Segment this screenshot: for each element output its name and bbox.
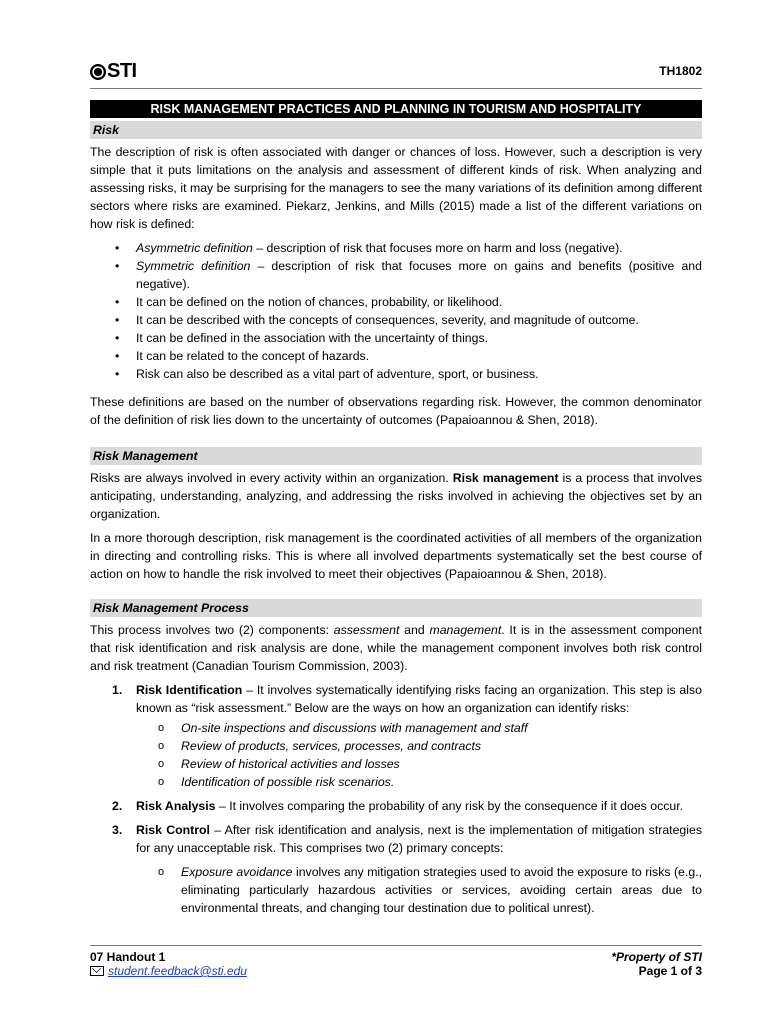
control-concepts: [136, 863, 702, 917]
envelope-icon: [90, 966, 104, 976]
step-risk-analysis: 2. Risk Analysis – It involves comparing the probability of any risk by the consequence if it does occur.: [112, 799, 684, 813]
handout-label: 07 Handout 1: [90, 950, 166, 964]
section-heading-process: Risk Management Process: [90, 599, 702, 617]
property-label: *Property of STI: [611, 950, 702, 964]
list-item: • It can be defined in the association with the uncertainty of things.: [90, 329, 702, 347]
document-title: RISK MANAGEMENT PRACTICES AND PLANNING IN TOURISM AND HOSPITALITY: [90, 100, 702, 118]
sti-logo-icon: [90, 64, 106, 80]
list-item: o On-site inspections and discussions with management and staff: [136, 719, 702, 737]
risk-definitions-list: [90, 239, 702, 383]
section-heading-risk: Risk: [90, 121, 702, 139]
risk-intro: The description of risk is often associated with danger or chances of loss. However, such a description is very simple that it puts limitations on the analysis and assessment of different kinds of risk. When analyzing and assessing risks, it may be surprising for the managers to see the many variations of its definition among different sectors where risks are examined. Piekarz, Jenkins, and Mills (2015) made a list of the different variations on how risk is defined:: [90, 145, 702, 231]
list-item: • Risk can also be described as a vital part of adventure, sport, or business.: [90, 365, 702, 383]
risk-management-p2: In a more thorough description, risk management is the coordinated activities of all members of the organization in directing and controlling risks. This is where all involved departments systematically set the best course of action on how to handle the risk involved to meet their objectives (Papaioannou & Shen, 2018).: [90, 531, 702, 581]
process-intro: This process involves two (2) components: assessment and management. It is in the assessment component that risk identification and risk analysis are done, while the management component involves both risk control and risk treatment (Canadian Tourism Commission, 2003).: [90, 623, 702, 673]
list-item: o Exposure avoidance involves any mitigation strategies used to avoid the exposure to risks (e.g., eliminating particularly hazardous activities or services, avoiding certain areas due to environmental threats, and changing tour destination due to political unrest).: [136, 863, 702, 917]
page-header: [90, 58, 702, 82]
header-divider: [90, 88, 702, 89]
page-number: Page 1 of 3: [638, 964, 702, 978]
list-item: o Identification of possible risk scenarios.: [136, 773, 702, 791]
risk-closing: These definitions are based on the number of observations regarding risk. However, the common denominator of the definition of risk lies down to the uncertainty of outcomes (Papaioannou & Shen, 2018).: [90, 395, 702, 427]
list-item: • Asymmetric definition – description of risk that focuses more on harm and loss (negative).: [90, 239, 702, 257]
list-item: • It can be described with the concepts of consequences, severity, and magnitude of outcome.: [90, 311, 702, 329]
logo-text: STI: [107, 60, 137, 82]
list-item: o Review of products, services, processes, and contracts: [136, 737, 702, 755]
section-heading-risk-management: Risk Management: [90, 447, 702, 465]
identification-methods: [136, 719, 702, 791]
feedback-email-row: [90, 964, 247, 978]
document-body: [90, 121, 702, 923]
list-item: • It can be defined on the notion of chances, probability, or likelihood.: [90, 293, 702, 311]
process-steps: [90, 681, 702, 917]
list-item: • It can be related to the concept of hazards.: [90, 347, 702, 365]
list-item: • Symmetric definition – description of risk that focuses more on gains and benefits (positive and negative).: [90, 257, 702, 293]
step-risk-identification: 1. Risk Identification – It involves systematically identifying risks facing an organization. This step is also known as “risk assessment.” Below are the ways on how an organization can identify risks: o On-site inspections and discussions with management and staff o Review of products, services, processes, and contracts o Review of historical activities and losses o Identification of possible risk scenarios.: [90, 681, 702, 791]
document-code: TH1802: [659, 64, 702, 78]
feedback-email-link[interactable]: student.feedback@sti.edu: [108, 964, 247, 978]
footer-divider: [90, 945, 702, 946]
step-risk-control: 3. Risk Control – After risk identification and analysis, next is the implementation of mitigation strategies for any unacceptable risk. This comprises two (2) primary concepts: o Exposure avoidance involves any mitigation strategies used to avoid the exposure to risks (e.g., eliminating particularly hazardous activities or services, avoiding certain areas due to environmental threats, and changing tour destination due to political unrest).: [90, 821, 702, 917]
sti-logo: [90, 60, 137, 83]
risk-management-p1: Risks are always involved in every activity within an organization. Risk management is a process that involves anticipating, understanding, analyzing, and addressing the risks involved in achieving the objectives set by an organization.: [90, 471, 702, 521]
list-item: o Review of historical activities and losses: [136, 755, 702, 773]
